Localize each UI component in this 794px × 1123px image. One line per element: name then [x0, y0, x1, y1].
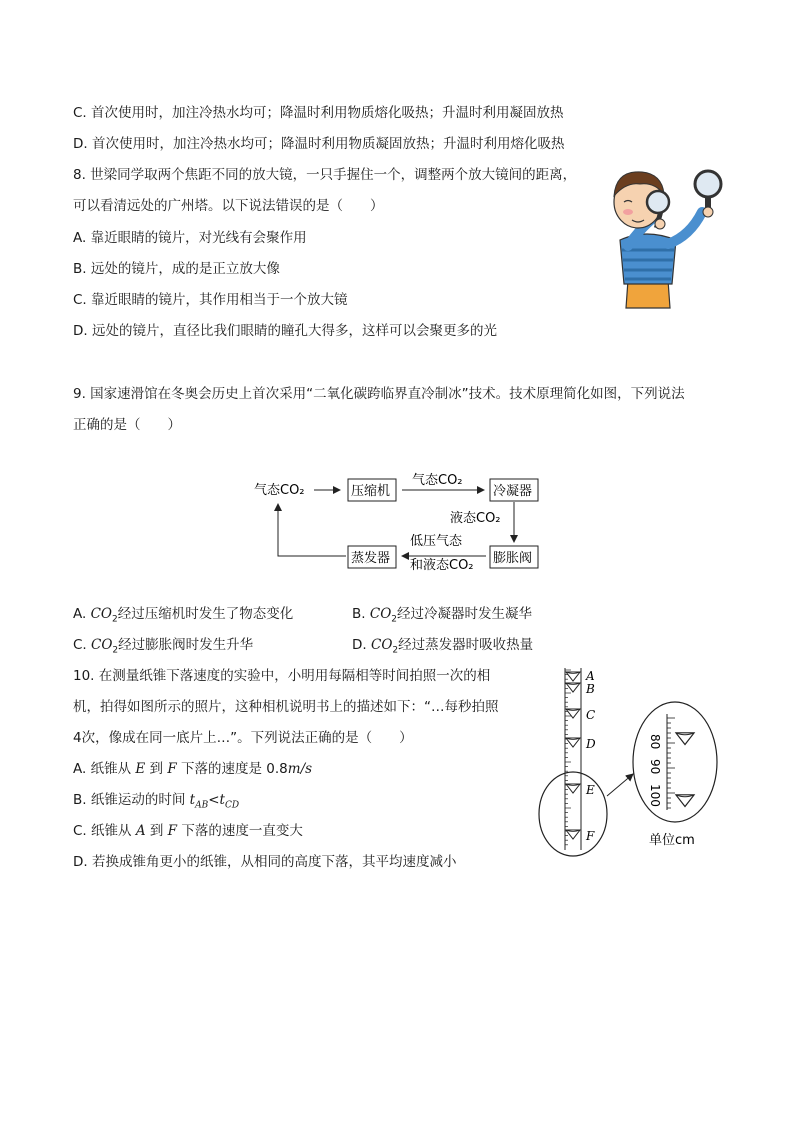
q8-option-d: D. 远处的镜片，直径比我们眼睛的瞳孔大得多，这样可以会聚更多的光: [73, 323, 497, 339]
arrow1-label: 气态CO₂: [412, 473, 463, 488]
q9-stem-line2: 正确的是（ ）: [73, 417, 181, 433]
zoom-tick-80: 80: [648, 734, 662, 750]
q8-option-b: B. 远处的镜片，成的是正立放大像: [73, 261, 280, 277]
q10-option-b: B. 纸锥运动的时间 $t_{AB}<t_{CD}$: [73, 792, 240, 811]
arrow2-label: 液态CO₂: [450, 511, 501, 526]
paper-cone-icon: [566, 738, 580, 747]
q8-stem-line1: 8. 世梁同学取两个焦距不同的放大镜，一只手握住一个，调整两个放大镜间的距离，: [73, 167, 577, 183]
letter-e: E: [586, 783, 595, 797]
zoom-tick-90: 90: [648, 759, 662, 775]
compressor-label: 压缩机: [351, 484, 391, 499]
q9-stem-line1: 9. 国家速滑馆在冬奥会历史上首次采用“二氧化碳跨临界直冷制冰”技术。技术原理简化如图，下列说法: [73, 386, 685, 402]
q9-option-a: A. $CO_2$经过压缩机时发生了物态变化: [73, 606, 294, 625]
boy-with-magnifiers-illustration: [598, 160, 728, 310]
q10-option-c: C. 纸锥从 A 到 F 下落的速度一直变大: [73, 823, 303, 839]
q8-option-c: C. 靠近眼睛的镜片，其作用相当于一个放大镜: [73, 292, 348, 308]
paper-cone-icon: [566, 830, 580, 839]
zoom-circle: [633, 702, 717, 822]
falling-cone-figure: [535, 664, 725, 859]
letter-b: B: [586, 682, 595, 696]
paper-cone-icon: [566, 784, 580, 793]
arrow3-label-line1: 低压气态: [410, 534, 463, 549]
letter-f: F: [586, 829, 595, 843]
q10-option-a: A. 纸锥从 E 到 F 下落的速度是 0.8m/s: [73, 761, 313, 777]
condenser-label: 冷凝器: [493, 484, 533, 499]
paper-cone-icon: [566, 672, 580, 681]
q8-stem-line2: 可以看清远处的广州塔。以下说法错误的是（ ）: [73, 198, 384, 214]
unit-label: 单位cm: [649, 833, 695, 848]
zoom-tick-100: 100: [648, 784, 662, 807]
zoom-arrow: [607, 774, 633, 796]
q8-option-a: A. 靠近眼睛的镜片，对光线有会聚作用: [73, 230, 307, 246]
paper-cone-icon: [566, 709, 580, 718]
q9-option-c: C. $CO_2$经过膨胀阀时发生升华: [73, 637, 254, 656]
q10-stem-line3: 4次，像成在同一底片上…”。下列说法正确的是（ ）: [73, 730, 413, 746]
q10-stem-line1: 10. 在测量纸锥下落速度的实验中，小明用每隔相等时间拍照一次的相: [73, 668, 491, 684]
q7-option-d: D. 首次使用时，加注冷热水均可；降温时利用物质凝固放热；升温时利用熔化吸热: [73, 136, 565, 152]
expansion-valve-label: 膨胀阀: [493, 551, 533, 566]
start-label: 气态CO₂: [254, 483, 305, 498]
q9-option-b: B. $CO_2$经过冷凝器时发生凝华: [352, 606, 532, 625]
letter-c: C: [586, 708, 596, 722]
letter-a: A: [586, 669, 595, 683]
ruler-ticks: [565, 670, 571, 845]
paper-cone-icon: [566, 683, 580, 692]
arrow3-label-line2: 和液态CO₂: [410, 558, 474, 573]
q7-option-c: C. 首次使用时，加注冷热水均可；降温时利用物质熔化吸热；升温时利用凝固放热: [73, 105, 564, 121]
q9-option-d: D. $CO_2$经过蒸发器时吸收热量: [352, 637, 534, 656]
evaporator-label: 蒸发器: [351, 551, 391, 566]
q10-option-d: D. 若换成锥角更小的纸锥，从相同的高度下落，其平均速度减小: [73, 854, 457, 870]
co2-cycle-diagram: [240, 462, 550, 577]
q10-stem-line2: 机，拍得如图所示的照片，这种相机说明书上的描述如下：“…每秒拍照: [73, 699, 499, 715]
letter-d: D: [586, 737, 596, 751]
arrow-return-loop: [278, 504, 346, 556]
